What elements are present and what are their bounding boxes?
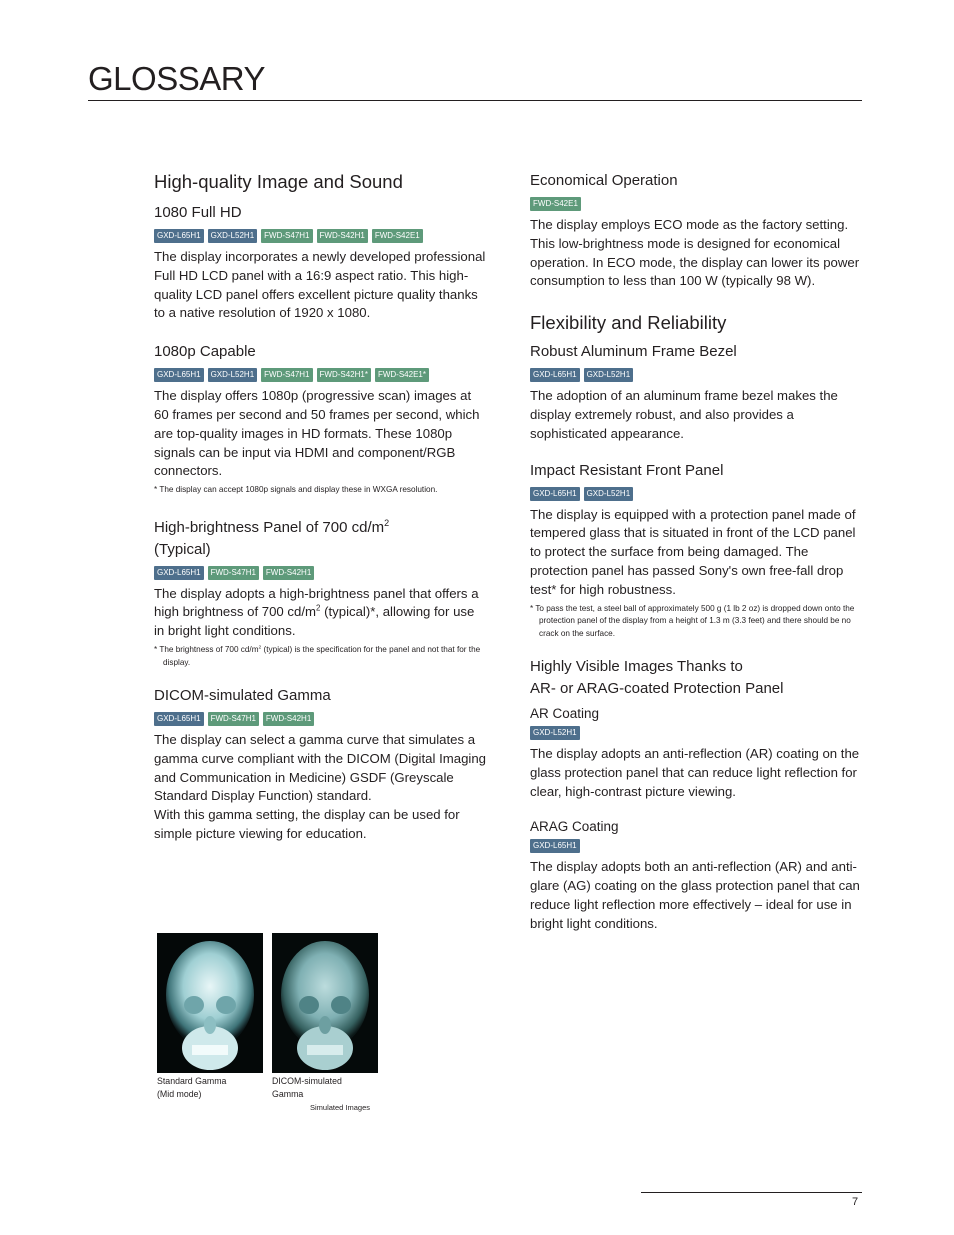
entry-title: Impact Resistant Front Panel	[530, 461, 724, 479]
entry-title: Economical Operation	[530, 172, 678, 189]
page-number: 7	[852, 1196, 859, 1208]
caption-standard-gamma: Standard Gamma (Mid mode)	[157, 1076, 227, 1099]
model-tag: GXD-L65H1	[154, 712, 204, 726]
entry-body: The display is equipped with a protection panel made of tempered glass that is situated in front of the LCD panel to protect the surface from being damaged. The protection panel has passed Sony's own free-fall drop test* for high robustness.	[530, 506, 856, 597]
entry-1080-full-hd	[154, 202, 488, 323]
model-tags	[530, 726, 864, 740]
section-heading-flexibility: Flexibility and Reliability	[530, 312, 727, 334]
model-tag: FWD-S42E1	[372, 229, 423, 243]
model-tags	[154, 566, 488, 580]
footnote: * To pass the test, a steel ball of approximately 500 g (1 lb 2 oz) is dropped down onto the protection panel of the display from a height of 1.3 m (3.3 feet) and there should be no crack on the surface.	[530, 603, 855, 638]
model-tags	[530, 197, 864, 211]
entry-aluminum-bezel	[530, 341, 864, 443]
model-tags	[530, 487, 864, 501]
model-tag: FWD-S42H1	[317, 229, 368, 243]
model-tag: FWD-S42H1*	[317, 368, 371, 382]
entry-title: Highly Visible Images Thanks to AR- or ARAG-coated Protection Panel	[530, 658, 784, 698]
model-tag: GXD-L65H1	[530, 487, 580, 501]
model-tag: GXD-L52H1	[530, 726, 580, 740]
entry-title: Robust Aluminum Frame Bezel	[530, 343, 737, 361]
title-divider	[88, 100, 862, 101]
entry-1080p-capable	[154, 341, 488, 496]
entry-body: The display incorporates a newly developed professional Full HD LCD panel with a 16:9 aspect ratio. This high-quality LCD panel offers excellent picture quality thanks to a native resolution of 1920 x 1080.	[154, 249, 486, 321]
entry-high-brightness	[154, 517, 488, 669]
page-title: GLOSSARY	[88, 60, 265, 97]
left-column	[154, 170, 488, 860]
model-tag: GXD-L65H1	[530, 368, 580, 382]
model-tag: GXD-L65H1	[154, 229, 204, 243]
caption-simulated: Simulated Images	[310, 1103, 371, 1112]
entry-dicom-gamma	[154, 685, 488, 844]
section-heading-image-sound: High-quality Image and Sound	[154, 171, 403, 192]
model-tag: GXD-L65H1	[154, 566, 204, 580]
entry-body: The display can select a gamma curve that simulates a gamma curve compliant with the DICOM (Digital Imaging and Communication in Medicine) GSDF (Greyscale Standard Display Function) standard.	[154, 732, 486, 804]
footnote: * The brightness of 700 $cd/m^2$ (typical) is the specification for the panel and not that for the display.	[154, 645, 481, 667]
model-tags	[154, 712, 488, 726]
model-tag: FWD-S47H1	[261, 229, 312, 243]
entry-body-2: With this gamma setting, the display can be used for simple picture viewing for education.	[154, 807, 460, 842]
entry-body: The adoption of an aluminum frame bezel makes the display extremely robust, and also provides a sophisticated appearance.	[530, 388, 838, 441]
caption-dicom-gamma: DICOM-simulated Gamma	[272, 1076, 342, 1099]
model-tag: GXD-L65H1	[154, 368, 204, 382]
model-tag: FWD-S47H1	[261, 368, 312, 382]
entry-title: DICOM-simulated Gamma	[154, 687, 331, 705]
model-tags	[530, 368, 864, 382]
right-column	[530, 170, 864, 950]
model-tag: FWD-S42E1	[530, 197, 581, 211]
model-tag: FWD-S42H1	[263, 712, 314, 726]
model-tag: FWD-S47H1	[208, 566, 259, 580]
footer-divider	[641, 1192, 862, 1193]
entry-body: The display employs ECO mode as the factory setting. This low-brightness mode is designed for economical operation. In ECO mode, the display can lower its power consumption to less than 100 W (typically 98 W).	[530, 217, 860, 289]
entry-body: The display adopts a high-brightness panel that offers a high brightness of 700 $cd/m^2$ (typical)*, allowing for use in bright light conditions.	[154, 585, 479, 639]
model-tag: FWD-S42E1*	[375, 368, 429, 382]
model-tag: GXD-L52H1	[584, 368, 634, 382]
model-tags	[530, 839, 864, 853]
model-tags	[154, 229, 488, 243]
entry-economical-operation	[530, 170, 864, 291]
entry-title: High-brightness Panel of 700 $cd/m^2$ (Typical)	[154, 517, 390, 558]
model-tags	[154, 368, 488, 382]
model-tag: FWD-S47H1	[208, 712, 259, 726]
model-tag: GXD-L52H1	[208, 229, 258, 243]
model-tag: FWD-S42H1	[263, 566, 314, 580]
subentry-title-arag: ARAG Coating	[530, 819, 619, 835]
model-tag: GXD-L52H1	[208, 368, 258, 382]
entry-body: The display offers 1080p (progressive scan) images at 60 frames per second and 50 frames per second, which are top-quality images in HD formats. These 1080p signals can be input via HDMI and component/RGB connectors.	[154, 388, 480, 479]
entry-body-ar: The display adopts an anti-reflection (AR) coating on the glass protection panel that can reduce light reflection for clear, high-contrast picture viewing.	[530, 746, 860, 799]
model-tag: GXD-L65H1	[530, 839, 580, 853]
skull-xray-standard-gamma	[157, 933, 263, 1073]
entry-title: 1080p Capable	[154, 343, 256, 361]
entry-body-arag: The display adopts both an anti-reflection (AR) and anti-glare (AG) coating on the glass protection panel that can reduce light reflection more effectively – ideal for use in bright light conditions.	[530, 859, 860, 931]
skull-xray-dicom-gamma	[272, 933, 378, 1073]
model-tag: GXD-L52H1	[584, 487, 634, 501]
entry-impact-resistant	[530, 460, 864, 640]
footnote: * The display can accept 1080p signals and display these in WXGA resolution.	[154, 485, 438, 495]
entry-title: 1080 Full HD	[154, 204, 242, 221]
entry-highly-visible	[530, 656, 864, 934]
subentry-title-ar: AR Coating	[530, 706, 600, 722]
